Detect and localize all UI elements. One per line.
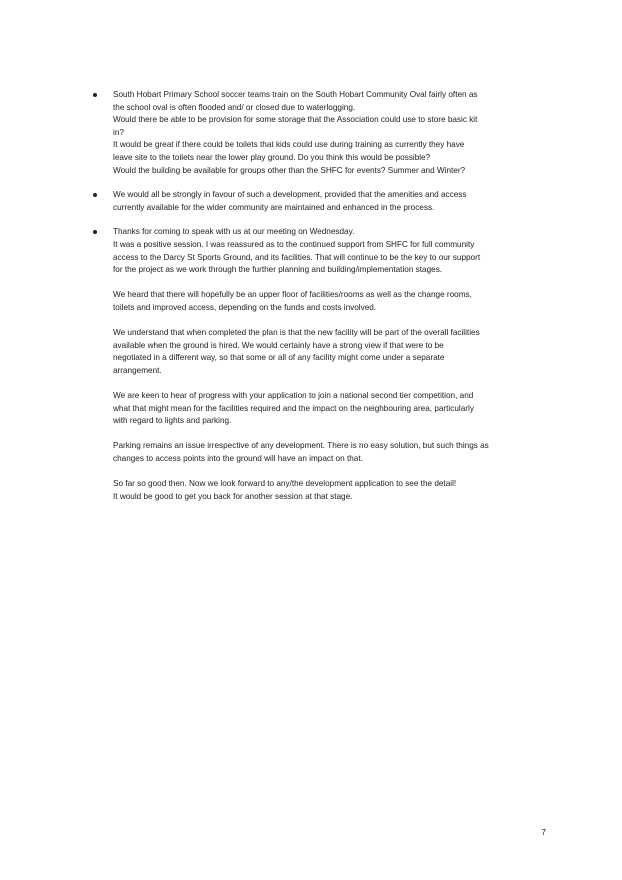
text-line: It would be great if there could be toilets that kids could use during training as currently they have — [113, 140, 465, 150]
comment-list — [93, 89, 553, 515]
text-line: It was a positive session. I was reassured as to the continued support from SHFC for full community — [113, 239, 475, 249]
paragraph-facility-hire — [113, 327, 553, 377]
text-line: Thanks for coming to speak with us at our meeting on Wednesday. — [113, 227, 355, 237]
text-line: toilets and improved access, depending on the funds and costs involved. — [113, 302, 377, 312]
comment-item-meeting-feedback — [93, 226, 553, 503]
text-line: We are keen to hear of progress with your application to join a national second tier competition, and — [113, 391, 474, 401]
text-line: access to the Darcy St Sports Ground, and its facilities. That will continue to be the key to our support — [113, 252, 481, 262]
text-line: Would the building be available for groups other than the SHFC for events? Summer and Winter? — [113, 165, 466, 175]
text-line: the school oval is often flooded and/ or closed due to waterlogging. — [113, 102, 356, 112]
bullet-icon — [93, 193, 97, 197]
paragraph-closing — [113, 478, 553, 503]
text-line: We would all be strongly in favour of such a development, provided that the amenities and access — [113, 190, 467, 200]
paragraph-upper-floor — [113, 289, 553, 314]
text-line: for the project as we work through the further planning and building/implementation stages. — [113, 265, 443, 275]
bullet-icon — [93, 93, 97, 97]
text-line: So far so good then. Now we look forward to any/the development application to see the detail! — [113, 479, 457, 489]
page-number: 7 — [541, 827, 546, 837]
text-line: It would be good to get you back for another session at that stage. — [113, 491, 353, 501]
text-line: Would there be able to be provision for some storage that the Association could use to store basic kit — [113, 115, 478, 125]
text-line: currently available for the wider community are maintained and enhanced in the process. — [113, 202, 435, 212]
text-line: available when the ground is hired. We would certainly have a strong view if that were to be — [113, 340, 444, 350]
text-line: what that might mean for the facilities required and the impact on the neighbouring area, particularly — [113, 403, 474, 413]
paragraph-meeting — [113, 226, 553, 276]
text-line: with regard to lights and parking. — [113, 416, 232, 426]
text-line: arrangement. — [113, 365, 162, 375]
text-line: We understand that when completed the plan is that the new facility will be part of the overall facilities — [113, 328, 480, 338]
paragraph-parking — [113, 440, 553, 465]
text-line: Parking remains an issue irrespective of any development. There is no easy solution, but such things as — [113, 441, 489, 451]
text-line: South Hobart Primary School soccer teams train on the South Hobart Community Oval fairly often as — [113, 90, 478, 99]
bullet-icon — [93, 230, 97, 234]
comment-item-school-soccer — [93, 89, 553, 177]
text-line: leave site to the toilets near the lower play ground. Do you think this would be possible? — [113, 152, 431, 162]
text-line: negotiated in a different way, so that some or all of any facility might come under a separate — [113, 353, 445, 363]
text-line: changes to access points into the ground will have an impact on that. — [113, 454, 363, 464]
text-line: in? — [113, 127, 124, 137]
text-line: We heard that there will hopefully be an upper floor of facilities/rooms as well as the change rooms, — [113, 290, 472, 300]
paragraph-competition — [113, 390, 553, 428]
comment-item-development-favour — [93, 189, 553, 214]
